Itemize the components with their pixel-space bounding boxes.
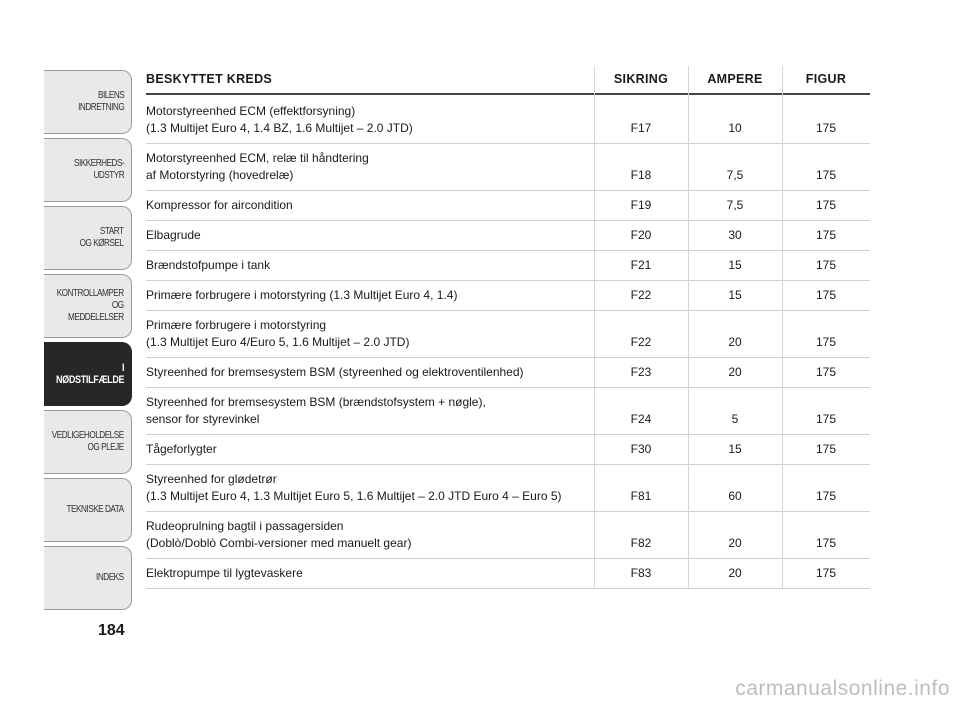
circuit-cell: Tågeforlygter [146, 442, 217, 456]
table-row [146, 559, 870, 589]
ampere-cell: 7,5 [726, 168, 744, 182]
figure-cell: 175 [815, 168, 837, 182]
circuit-cell: Styreenhed for glødetrør (1.3 Multijet Euro 4, 1.3 Multijet Euro 5, 1.6 Multijet – 2.0 JTD Euro 4 – Euro 5) [146, 472, 562, 503]
table-row [146, 358, 870, 388]
page-number: 184 [98, 622, 125, 639]
table-row [146, 281, 870, 311]
figure-cell: 175 [815, 288, 837, 302]
ampere-cell: 30 [728, 228, 742, 242]
figure-cell: 175 [815, 198, 837, 212]
table-row [146, 95, 870, 144]
figure-cell: 175 [815, 228, 837, 242]
figure-cell: 175 [815, 365, 837, 379]
ampere-cell: 7,5 [726, 198, 744, 212]
figure-cell: 175 [815, 412, 837, 426]
ampere-cell: 15 [728, 288, 742, 302]
table-row [146, 388, 870, 435]
circuit-cell: Kompressor for aircondition [146, 198, 293, 212]
fuse-cell: F82 [630, 536, 652, 550]
fuse-cell: F24 [630, 412, 652, 426]
fuse-cell: F30 [630, 442, 652, 456]
ampere-cell: 60 [728, 489, 742, 503]
chapter-tab-label: SIKKERHEDS- UDSTYR [73, 158, 124, 181]
circuit-cell: Rudeoprulning bagtil i passagersiden (Doblò/Doblò Combi-versioner med manuelt gear) [146, 519, 412, 550]
chapter-tab[interactable] [44, 70, 132, 134]
circuit-cell: Motorstyreenhed ECM (effektforsyning) (1.3 Multijet Euro 4, 1.4 BZ, 1.6 Multijet – 2.0 JTD) [146, 104, 413, 135]
figure-cell: 175 [815, 258, 837, 272]
fuse-cell: F83 [630, 566, 652, 580]
circuit-cell: Elektropumpe til lygtevaskere [146, 566, 303, 580]
table-row [146, 465, 870, 512]
circuit-cell: Primære forbrugere i motorstyring (1.3 Multijet Euro 4/Euro 5, 1.6 Multijet – 2.0 JTD) [146, 318, 410, 349]
fuse-cell: F19 [630, 198, 652, 212]
fuse-cell: F20 [630, 228, 652, 242]
chapter-tab[interactable] [44, 478, 132, 542]
chapter-tabs [44, 70, 134, 614]
circuit-cell: Motorstyreenhed ECM, relæ til håndtering af Motorstyring (hovedrelæ) [146, 151, 369, 182]
table-body [146, 95, 870, 589]
fuse-cell: F23 [630, 365, 652, 379]
fuse-cell: F17 [630, 121, 652, 135]
watermark: carmanualsonline.info [735, 677, 950, 700]
fuse-cell: F22 [630, 288, 652, 302]
header-ampere: AMPERE [707, 72, 763, 86]
ampere-cell: 15 [728, 258, 742, 272]
chapter-tab[interactable] [44, 206, 132, 270]
ampere-cell: 15 [728, 442, 742, 456]
ampere-cell: 20 [728, 536, 742, 550]
figure-cell: 175 [815, 536, 837, 550]
chapter-tab[interactable] [44, 546, 132, 610]
chapter-tab-label: KONTROLLAMPER OG MEDDELELSER [57, 288, 124, 323]
table-row [146, 251, 870, 281]
table-row [146, 311, 870, 358]
table-row [146, 512, 870, 559]
fuse-cell: F22 [630, 335, 652, 349]
table-header [146, 66, 870, 95]
chapter-tab[interactable] [44, 342, 132, 406]
circuit-cell: Brændstofpumpe i tank [146, 258, 271, 272]
fuse-cell: F18 [630, 168, 652, 182]
figure-cell: 175 [815, 121, 837, 135]
ampere-cell: 5 [731, 412, 739, 426]
circuit-cell: Styreenhed for bremsesystem BSM (brændstofsystem + nøgle), sensor for styrevinkel [146, 395, 486, 426]
ampere-cell: 20 [728, 566, 742, 580]
table-row [146, 221, 870, 251]
chapter-tab-label: VEDLIGEHOLDELSE OG PLEJE [52, 430, 124, 453]
table-row [146, 435, 870, 465]
figure-cell: 175 [815, 489, 837, 503]
chapter-tab[interactable] [44, 274, 132, 338]
figure-cell: 175 [815, 335, 837, 349]
header-figure: FIGUR [805, 72, 847, 86]
header-fuse: SIKRING [613, 72, 669, 86]
chapter-tab[interactable] [44, 138, 132, 202]
table-row [146, 191, 870, 221]
circuit-cell: Styreenhed for bremsesystem BSM (styreenhed og elektroventilenhed) [146, 365, 524, 379]
chapter-tab-label: INDEKS [96, 572, 124, 583]
header-circuit: BESKYTTET KREDS [146, 72, 273, 86]
ampere-cell: 20 [728, 335, 742, 349]
ampere-cell: 10 [728, 121, 742, 135]
chapter-tab-label: START OG KØRSEL [80, 226, 124, 249]
table-row [146, 144, 870, 191]
circuit-cell: Elbagrude [146, 228, 201, 242]
chapter-tab[interactable] [44, 410, 132, 474]
figure-cell: 175 [815, 442, 837, 456]
fuse-cell: F81 [630, 489, 652, 503]
chapter-tab-label: BILENS INDRETNING [77, 90, 124, 113]
fuse-table [146, 66, 870, 589]
circuit-cell: Primære forbrugere i motorstyring (1.3 Multijet Euro 4, 1.4) [146, 288, 458, 302]
chapter-tab-label: I NØDSTILFÆLDE [55, 362, 124, 386]
chapter-tab-label: TEKNISKE DATA [66, 504, 124, 515]
fuse-cell: F21 [630, 258, 652, 272]
ampere-cell: 20 [728, 365, 742, 379]
figure-cell: 175 [815, 566, 837, 580]
